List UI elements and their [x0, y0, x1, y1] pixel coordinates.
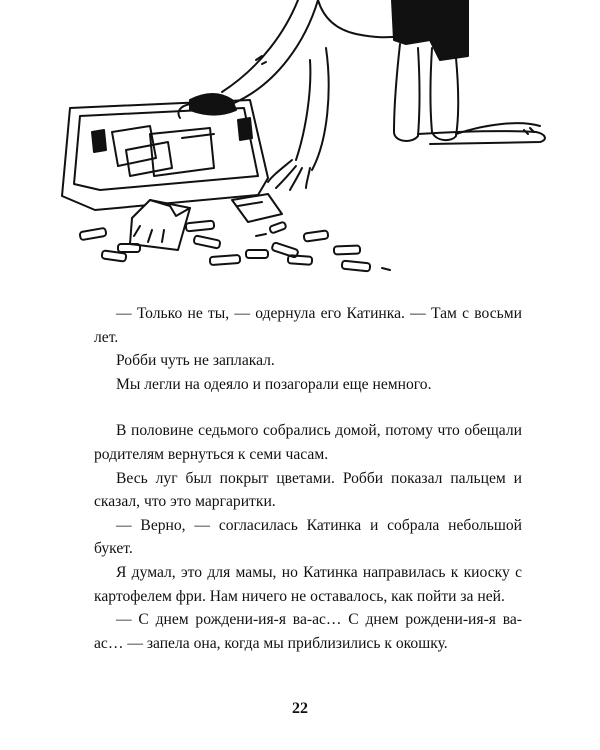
paragraph: В половине седьмого собрались домой, потому что обещали родителям вернуться к семи часам.: [94, 422, 522, 463]
paragraph: Я думал, это для мамы, но Катинка направилась к киоску с картофелем фри. Нам ничего не оставалось, как пойти за ней.: [94, 563, 522, 605]
paragraph: — Только не ты, — одернула его Катинка. — Там с восьми лет.: [94, 305, 522, 346]
baking-tray-drawing: [62, 100, 268, 210]
paragraph: Весь луг был покрыт цветами. Робби показал пальцем и сказал, что это маргаритки.: [94, 469, 522, 511]
legs-drawing: [394, 44, 545, 144]
paragraph: — С днем рождени-ия-я ва-ас… С днем рождени-ия-я ва-ас… — запела она, когда мы приблизились к окошку.: [94, 611, 522, 652]
scattered-fries-drawing: [80, 221, 390, 272]
page-number: 22: [292, 700, 308, 717]
toast-slices-drawing: [112, 126, 214, 176]
story-text: [94, 302, 522, 655]
paragraph: Мы легли на одеяло и позагорали еще немного.: [116, 375, 432, 393]
shorts-drawing: [392, 0, 468, 60]
tray-of-fries-illustration: [0, 0, 600, 290]
paragraph: Робби чуть не заплакал.: [116, 352, 275, 370]
torso-drawing: [268, 0, 400, 190]
paragraph: — Верно, — согласилась Катинка и собрала небольшой букет.: [94, 516, 522, 558]
